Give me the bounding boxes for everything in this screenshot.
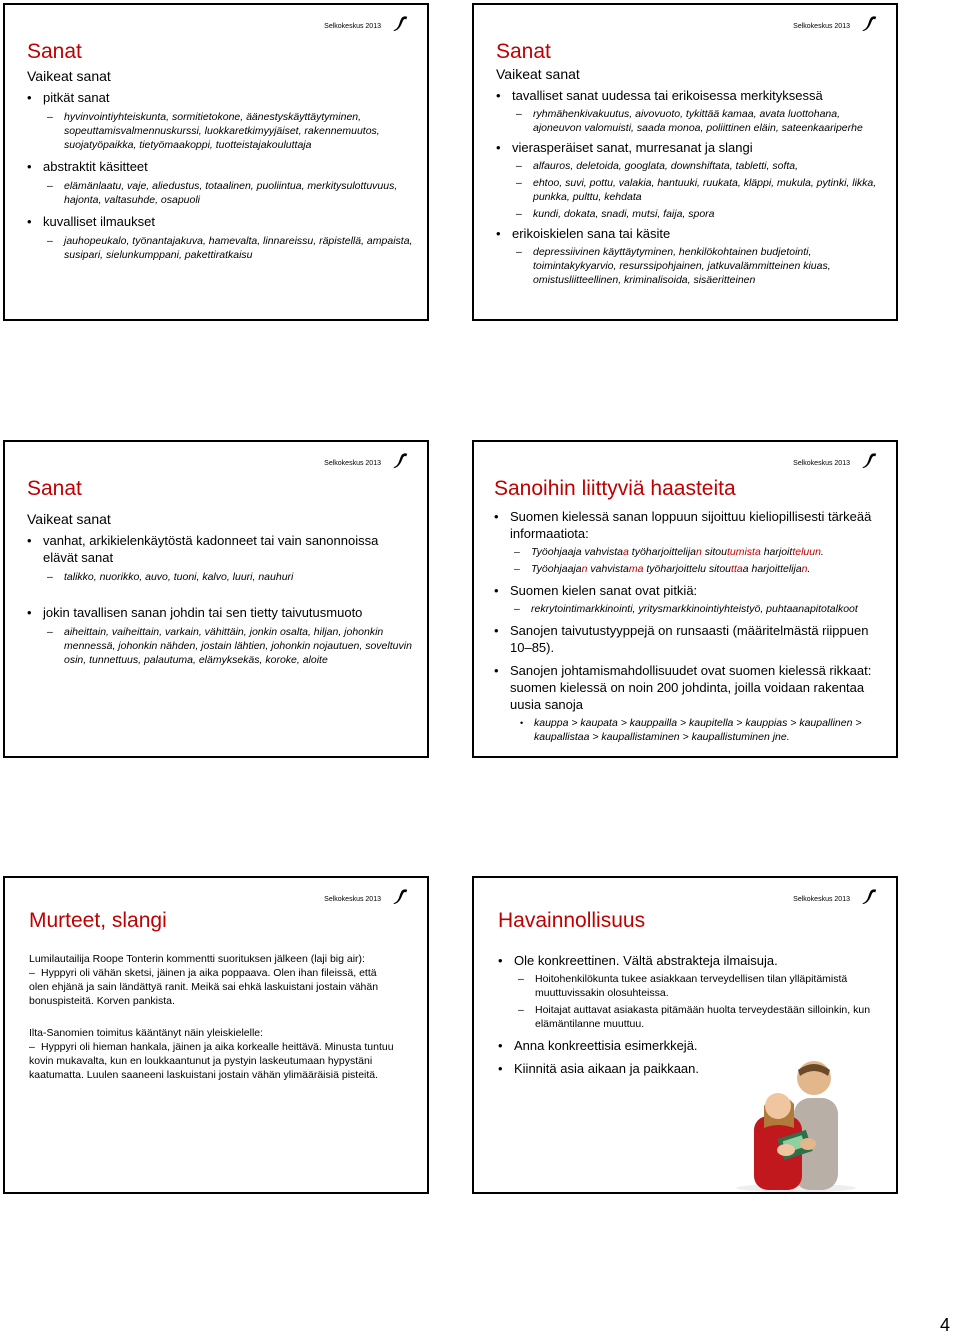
bullet-item: • Suomen kielessä sanan loppuun sijoittuu kieliopillisesti tärkeää informaatiota: xyxy=(494,508,884,542)
bullet-item: • Anna konkreettisia esimerkkejä. xyxy=(498,1037,884,1054)
selkokeskus-logo-icon xyxy=(860,887,878,905)
sub-bullet-item: – ehtoo, suvi, pottu, valakia, hantuuki, ruukata, kläppi, mukula, pytinki, likka, punkka, pulttu, kehdata xyxy=(496,176,884,204)
sub-bullet-item: – hyvinvointiyhteiskunta, sormitietokone, äänestyskäyttäytyminen, sopeuttamisvalmennuskurssi, luokkaretkimyyjäiset, rakennemuutos, suojatyöpaikka, tietyömaakoppi, tuotteistajakouluttaja xyxy=(27,110,415,152)
brand-label: Selkokeskus 2013 xyxy=(793,22,850,30)
sub-bullet-item: – depressiivinen käyttäytyminen, henkilökohtainen budjetointi, toimintakykyarvio, resurssipohjainen, jatkuvalämmitteinen kiuas, omistusliitteellinen, kriminalisoida, sisäeritteinen xyxy=(496,245,884,287)
sub-bullet-item: – jauhopeukalo, työnantajakuva, hamevalta, linnareissu, räpistellä, ampaista, susipari, sielunkumppani, pakettiratkaisu xyxy=(27,234,415,262)
slide-header xyxy=(324,887,409,905)
slide-4 xyxy=(472,440,898,758)
slide-header xyxy=(324,451,409,469)
sentence-segment: Työohjaaja xyxy=(531,563,582,575)
sentence-segment: n xyxy=(696,546,702,558)
slide-header xyxy=(793,451,878,469)
sub-bullet-item: – Hoitajat auttavat asiakasta pitämään huolta terveydestään silloinkin, kun elämäntilanne muuttuu. xyxy=(498,1003,884,1031)
slide-header xyxy=(324,14,409,32)
sub-bullet-item: – elämänlaatu, vaje, aliedustus, totaalinen, puoliintua, merkitysulottuvuus, hajonta, valtasuhde, osapuoli xyxy=(27,179,415,207)
bullet-item: • Kiinnitä asia aikaan ja paikkaan. xyxy=(498,1060,884,1077)
selkokeskus-logo-icon xyxy=(860,14,878,32)
sentence-segment: n xyxy=(801,563,808,575)
bullet-item: • vierasperäiset sanat, murresanat ja slangi xyxy=(496,139,884,156)
sentence-segment: Työohjaaja vahvista xyxy=(531,546,624,558)
sentence-segment: sitou xyxy=(701,546,727,558)
slide-1 xyxy=(3,3,429,321)
brand-label: Selkokeskus 2013 xyxy=(324,459,381,467)
sentence-segment: ma xyxy=(628,563,644,575)
bullet-item: • kuvalliset ilmaukset xyxy=(27,213,415,230)
sub-bullet-item: – aiheittain, vaiheittain, varkain, vähittäin, jonkin osalta, hiljan, johonkin mennessä, johonkin nähden, jostain lähtien, johonkin nojautuen, soveltuvin osin, tunnettuus, palautuma, elämyksekäs, koroke, aloite xyxy=(27,625,415,667)
bullet-item: • jokin tavallisen sanan johdin tai sen tietty taivutusmuoto xyxy=(27,604,415,621)
slide-title: Sanoihin liittyviä haasteita xyxy=(494,477,736,500)
sub-bullet-item: – Hoitohenkilökunta tukee asiakkaan terveydellisen tilan ylläpitämistä muuttuvissakin olosuhteissa. xyxy=(498,972,884,1000)
quote-text: – Hyppyri oli hieman hankala, jäinen ja aika korkealle heittävä. Minusta tuntuu kovin mukavalta, kun en loukkaantunut ja pystyin laskeutumaan hypystäni kaatumatta. Luulen saaneeni laskuistani jostain vähän ylimääräisiä pisteitä. xyxy=(29,1040,397,1082)
slide-3 xyxy=(3,440,429,758)
bullet-item: • abstraktit käsitteet xyxy=(27,158,415,175)
brand-label: Selkokeskus 2013 xyxy=(324,22,381,30)
slide-2 xyxy=(472,3,898,321)
sub-sub-bullet-item: • kauppa > kaupata > kauppailla > kaupitella > kauppias > kaupallinen > kaupallistaa > kaupallistaminen > kaupallistuminen jne. xyxy=(494,716,884,744)
quote-body: Hyppyri oli hieman hankala, jäinen ja aika korkealle heittävä. Minusta tuntuu kovin mukavalta, kun en loukkaantunut ja pystyin laskeutumaan hypystäni kaatumatta. Luulen saaneeni laskuistani jostain vähän ylimääräisiä pisteitä. xyxy=(29,1041,394,1081)
sentence-segment: teluun xyxy=(792,546,821,558)
brand-label: Selkokeskus 2013 xyxy=(324,895,381,903)
slide-title: Sanat xyxy=(27,40,82,63)
slide-title: Murteet, slangi xyxy=(29,909,167,932)
sentence-segment: työharjoittelu sitou xyxy=(643,563,732,575)
slide-header xyxy=(793,887,878,905)
sentence-segment: a xyxy=(623,546,629,558)
sub-bullet-item: – talikko, nuorikko, auvo, tuoni, kalvo, luuri, nauhuri xyxy=(27,570,415,584)
bullet-item: • pitkät sanat xyxy=(27,89,415,106)
bullet-item: • vanhat, arkikielenkäytöstä kadonneet tai vain sanonnoissa elävät sanat xyxy=(27,532,415,566)
sentence-segment: tumista xyxy=(726,546,761,558)
bullet-item: • tavalliset sanat uudessa tai erikoisessa merkityksessä xyxy=(496,87,884,104)
page-number: 4 xyxy=(939,1315,950,1335)
bullet-item: • erikoiskielen sana tai käsite xyxy=(496,225,884,242)
bullet-item: • Ole konkreettinen. Vältä abstrakteja ilmaisuja. xyxy=(498,952,884,969)
slide-title: Sanat xyxy=(27,477,82,500)
slide-5 xyxy=(3,876,429,1194)
sub-bullet-item: – kundi, dokata, snadi, mutsi, faija, spora xyxy=(496,207,884,221)
slide-6 xyxy=(472,876,898,1194)
slide-subtitle: Vaikeat sanat xyxy=(27,511,111,527)
slide-header xyxy=(793,14,878,32)
quote-body: Hyppyri oli vähän sketsi, jäinen ja aika poppaava. Olen ihan fileissä, että olen ehjänä ja sain ländättyä ranit. Meikä sai ehkä laskuistani jostain vähän bonuspisteitä. Korven pankista. xyxy=(29,967,379,1007)
selkokeskus-logo-icon xyxy=(860,451,878,469)
sentence-segment: . xyxy=(820,546,824,558)
sentence-segment: vahvista xyxy=(587,563,629,575)
slide-subtitle: Vaikeat sanat xyxy=(496,66,580,82)
sentence-segment: tta xyxy=(731,563,743,575)
sub-bullet-item: – rekrytointimarkkinointi, yritysmarkkinointiyhteistyö, puhtaanapitotalkoot xyxy=(494,602,884,616)
brand-label: Selkokeskus 2013 xyxy=(793,895,850,903)
quote-text: – Hyppyri oli vähän sketsi, jäinen ja aika poppaava. Olen ihan fileissä, että olen ehjänä ja sain ländättyä ranit. Meikä sai ehkä laskuistani jostain vähän bonuspisteitä. Korven pankista. xyxy=(29,966,397,1008)
sub-bullet-item xyxy=(494,562,884,576)
bullet-item: • Sanojen taivutustyyppejä on runsaasti (määritelmästä riippuen 10–85). xyxy=(494,622,884,656)
sentence-segment: työharjoittelija xyxy=(628,546,696,558)
sentence-segment: . xyxy=(807,563,811,575)
sub-bullet-item: – alfauros, deletoida, googlata, downshiftata, tabletti, softa, xyxy=(496,159,884,173)
slide-title: Sanat xyxy=(496,40,551,63)
intro-text: Ilta-Sanomien toimitus kääntänyt näin yleiskielelle: xyxy=(29,1027,264,1039)
sub-bullet-item xyxy=(494,545,884,559)
sentence-segment: n xyxy=(581,563,588,575)
sentence-segment: a harjoittelija xyxy=(742,563,802,575)
sentence-segment: harjoit xyxy=(760,546,793,558)
selkokeskus-logo-icon xyxy=(391,887,409,905)
couple-reading-illustration xyxy=(724,1058,874,1192)
selkokeskus-logo-icon xyxy=(391,451,409,469)
slide-title: Havainnollisuus xyxy=(498,909,646,932)
slide-subtitle: Vaikeat sanat xyxy=(27,68,111,84)
intro-text: Lumilautailija Roope Tonterin kommentti suorituksen jälkeen (laji big air): xyxy=(29,953,365,965)
bullet-item: • Suomen kielen sanat ovat pitkiä: xyxy=(494,582,884,599)
bullet-item: • Sanojen johtamismahdollisuudet ovat suomen kielessä rikkaat: suomen kielessä on noin 200 johdinta, joilla voidaan rakentaa uusia sanoja xyxy=(494,662,884,713)
sub-bullet-item: – ryhmähenkivakuutus, aivovuoto, tykittää kamaa, avata luottohana, ajoneuvon valomuisti, saada monoa, poliittinen eläin, sateenkaariperhe xyxy=(496,107,884,135)
selkokeskus-logo-icon xyxy=(391,14,409,32)
brand-label: Selkokeskus 2013 xyxy=(793,459,850,467)
